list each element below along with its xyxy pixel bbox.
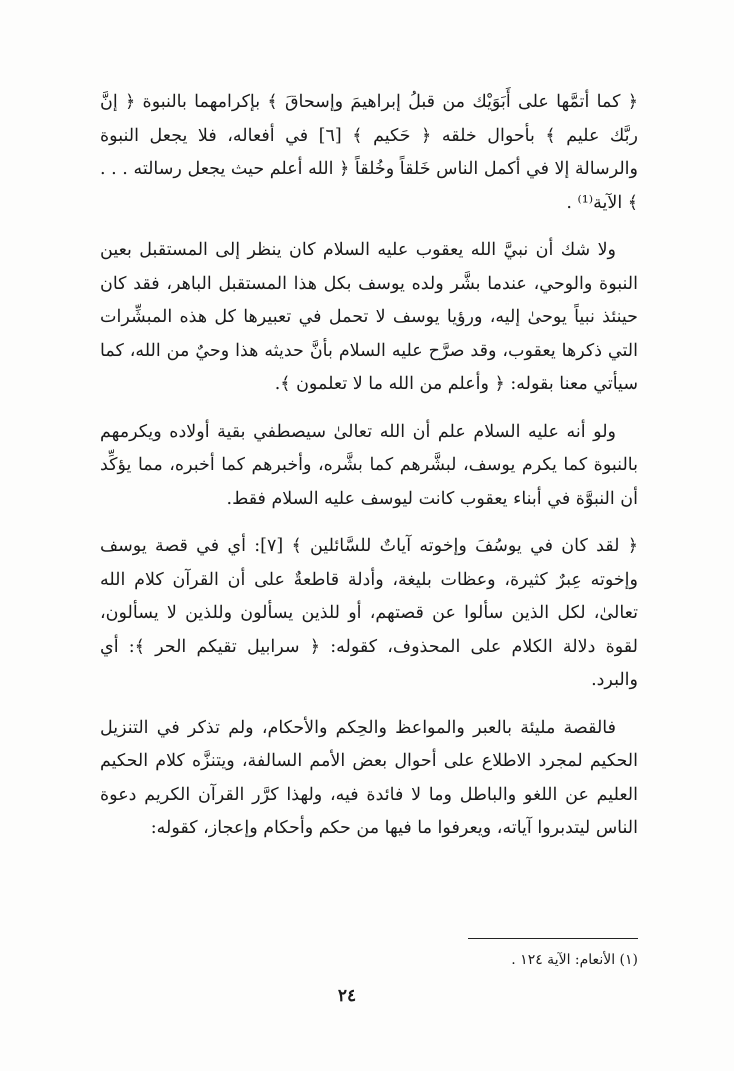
page-body xyxy=(100,86,638,860)
paragraph-3: ولو أنه عليه السلام علم أن الله تعالىٰ سيصطفي بقية أولاده ويكرمهم بالنبوة كما يكرم يوسف، لبشَّرهم كما بشَّره، وأخبرهم كما أخبره، مما يؤكِّد أن النبوَّة في أبناء يعقوب كانت ليوسف عليه السلام فقط. xyxy=(100,421,638,509)
paragraph-5: فالقصة مليئة بالعبر والمواعظ والحِكم والأحكام، ولم تذكر في التنزيل الحكيم لمجرد الاطلاع على أحوال بعض الأمم السالفة، ويتنزَّه كلام الحكيم العليم عن اللغو والباطل وما لا فائدة فيه، ولهذا كرَّر القرآن الكريم دعوة الناس ليتدبروا آياته، ويعرفوا ما فيها من حكم وأحكام وإعجاز، كقوله: xyxy=(100,717,638,838)
paragraph-4: ﴿ لقد كان في يوسُفَ وإخوته آياتٌ للسَّائلين ﴾ [٧]: أي في قصة يوسف وإخوته عِبرٌ كثيرة، وعظات بليغة، وأدلة قاطعةٌ على أن القرآن كلام الله تعالىٰ، لكل الذين سألوا عن قصتهم، أو للذين يسألون وللذين لا يسألون، لقوة دلالة الكلام على المحذوف، كقوله: ﴿ سرابيل تقيكم الحر ﴾: أي والبرد. xyxy=(100,536,638,690)
footnote: (١) الأنعام: الآية ١٢٤ . xyxy=(511,952,638,968)
page-number: ٢٤ xyxy=(337,986,357,1006)
footnote-separator xyxy=(468,938,638,939)
paragraph-2: ولا شك أن نبيَّ الله يعقوب عليه السلام كان ينظر إلى المستقبل بعين النبوة والوحي، عندما بشَّر ولده يوسف بكل هذا المستقبل الباهر، فقد كان حينئذ نبياً يوحىٰ إليه، ورؤيا يوسف لا تحمل في تعبيرها كل هذه المبشِّرات التي ذكرها يعقوب، وقد صرَّح عليه السلام بأنَّ حديثه هذا وحيٌ من الله، كما سيأتي معنا بقوله: ﴿ وأعلم من الله ما لا تعلمون ﴾. xyxy=(100,240,638,394)
paragraph-1: ﴿ كما أتمَّها على أَبَوَيْك من قبلُ إبراهيمَ وإسحاقَ ﴾ بإكرامهما بالنبوة ﴿ إنَّ ربَّك عليم ﴾ بأحوال خلقه ﴿ حَكيم ﴾ [٦] في أفعاله، فلا يجعل النبوة والرسالة إلا في أكمل الناس خَلقاً وخُلقاً ﴿ الله أعلم حيث يجعل رسالته . . . ﴾ الآية⁽¹⁾ . xyxy=(100,92,639,213)
